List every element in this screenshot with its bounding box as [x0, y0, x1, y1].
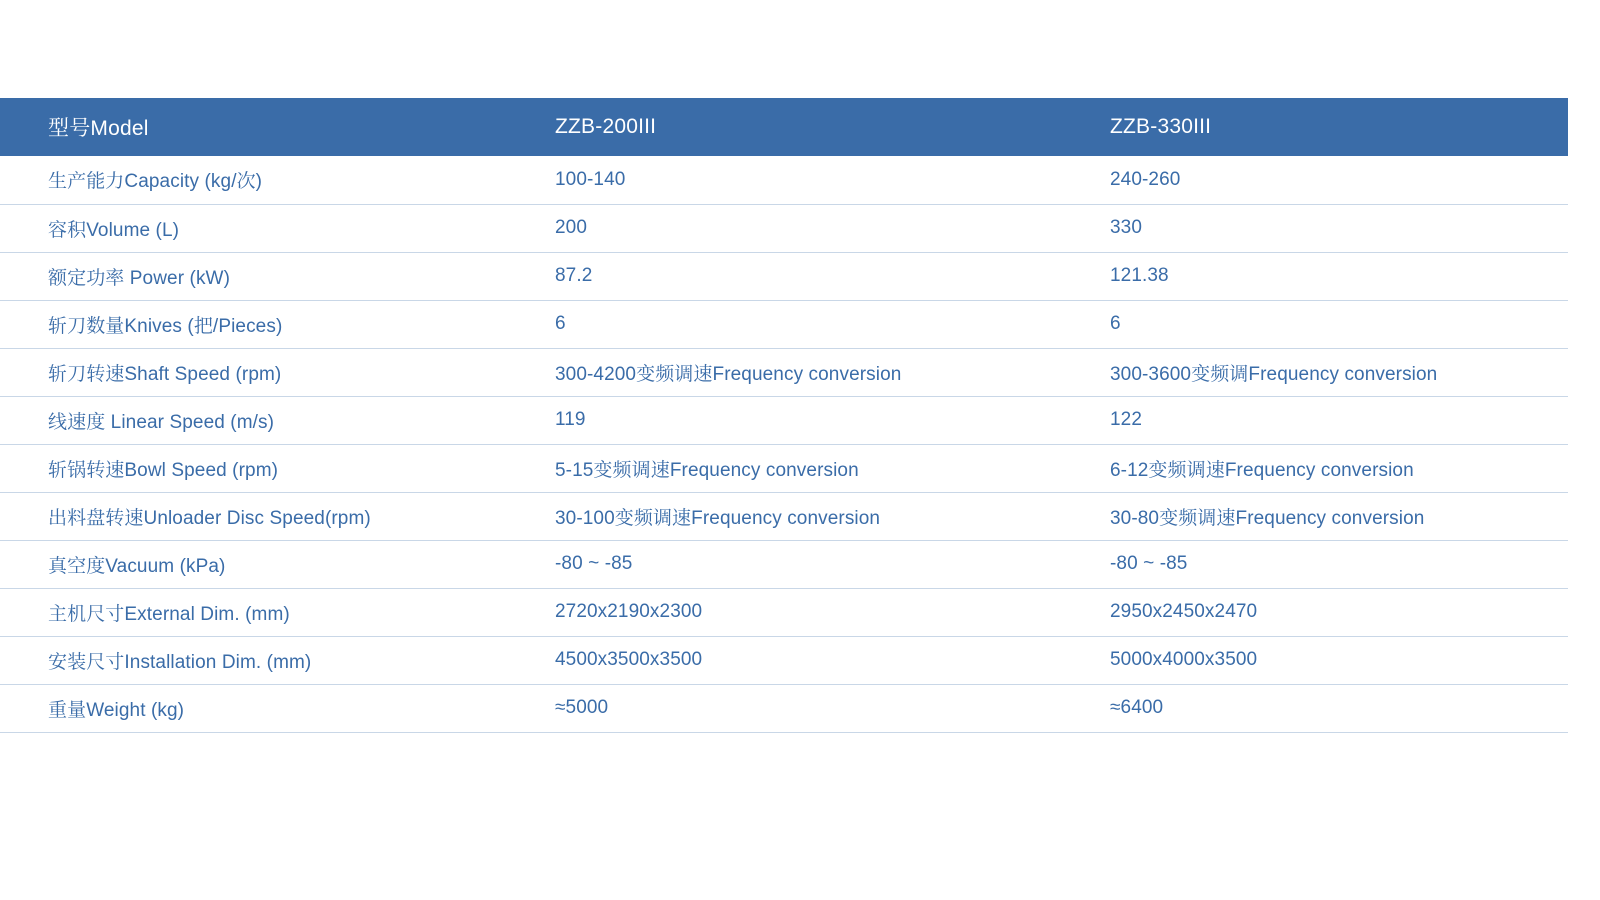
row-value-model-1: 300-4200变频调速Frequency conversion	[545, 348, 1100, 396]
table-row	[0, 588, 1568, 636]
row-label: 斩刀数量Knives (把/Pieces)	[0, 300, 545, 348]
row-value-model-2: 330	[1100, 204, 1568, 252]
row-value-model-1: 30-100变频调速Frequency conversion	[545, 492, 1100, 540]
row-value-model-1: 2720x2190x2300	[545, 588, 1100, 636]
row-value-model-2: 6	[1100, 300, 1568, 348]
row-value-model-2: -80 ~ -85	[1100, 540, 1568, 588]
row-label: 容积Volume (L)	[0, 204, 545, 252]
row-value-model-2: 240-260	[1100, 156, 1568, 204]
row-value-model-2: ≈6400	[1100, 684, 1568, 732]
table-row	[0, 540, 1568, 588]
table-row	[0, 204, 1568, 252]
row-value-model-1: 5-15变频调速Frequency conversion	[545, 444, 1100, 492]
specifications-table	[0, 98, 1568, 733]
table-row	[0, 444, 1568, 492]
row-value-model-1: 119	[545, 396, 1100, 444]
row-value-model-1: 6	[545, 300, 1100, 348]
row-value-model-1: 87.2	[545, 252, 1100, 300]
row-label: 斩锅转速Bowl Speed (rpm)	[0, 444, 545, 492]
row-value-model-1: -80 ~ -85	[545, 540, 1100, 588]
row-label: 出料盘转速Unloader Disc Speed(rpm)	[0, 492, 545, 540]
row-value-model-1: 200	[545, 204, 1100, 252]
row-label: 斩刀转速Shaft Speed (rpm)	[0, 348, 545, 396]
table-row	[0, 156, 1568, 204]
row-value-model-1: 100-140	[545, 156, 1100, 204]
table-row	[0, 492, 1568, 540]
row-value-model-2: 121.38	[1100, 252, 1568, 300]
row-value-model-2: 2950x2450x2470	[1100, 588, 1568, 636]
column-header-model: 型号Model	[0, 98, 545, 156]
row-label: 生产能力Capacity (kg/次)	[0, 156, 545, 204]
table-body	[0, 156, 1568, 732]
table-row	[0, 636, 1568, 684]
row-label: 安装尺寸Installation Dim. (mm)	[0, 636, 545, 684]
column-header-zzb-330iii: ZZB-330III	[1100, 98, 1568, 156]
row-value-model-2: 5000x4000x3500	[1100, 636, 1568, 684]
table-row	[0, 300, 1568, 348]
row-value-model-2: 122	[1100, 396, 1568, 444]
row-value-model-2: 6-12变频调速Frequency conversion	[1100, 444, 1568, 492]
table-row	[0, 348, 1568, 396]
table-header-row	[0, 98, 1568, 156]
table-row	[0, 252, 1568, 300]
row-label: 主机尺寸External Dim. (mm)	[0, 588, 545, 636]
row-label: 真空度Vacuum (kPa)	[0, 540, 545, 588]
row-value-model-2: 300-3600变频调Frequency conversion	[1100, 348, 1568, 396]
row-label: 额定功率 Power (kW)	[0, 252, 545, 300]
row-value-model-1: 4500x3500x3500	[545, 636, 1100, 684]
table-row	[0, 684, 1568, 732]
table-header	[0, 98, 1568, 156]
column-header-zzb-200iii: ZZB-200III	[545, 98, 1100, 156]
row-value-model-2: 30-80变频调速Frequency conversion	[1100, 492, 1568, 540]
row-label: 重量Weight (kg)	[0, 684, 545, 732]
table-row	[0, 396, 1568, 444]
row-label: 线速度 Linear Speed (m/s)	[0, 396, 545, 444]
row-value-model-1: ≈5000	[545, 684, 1100, 732]
